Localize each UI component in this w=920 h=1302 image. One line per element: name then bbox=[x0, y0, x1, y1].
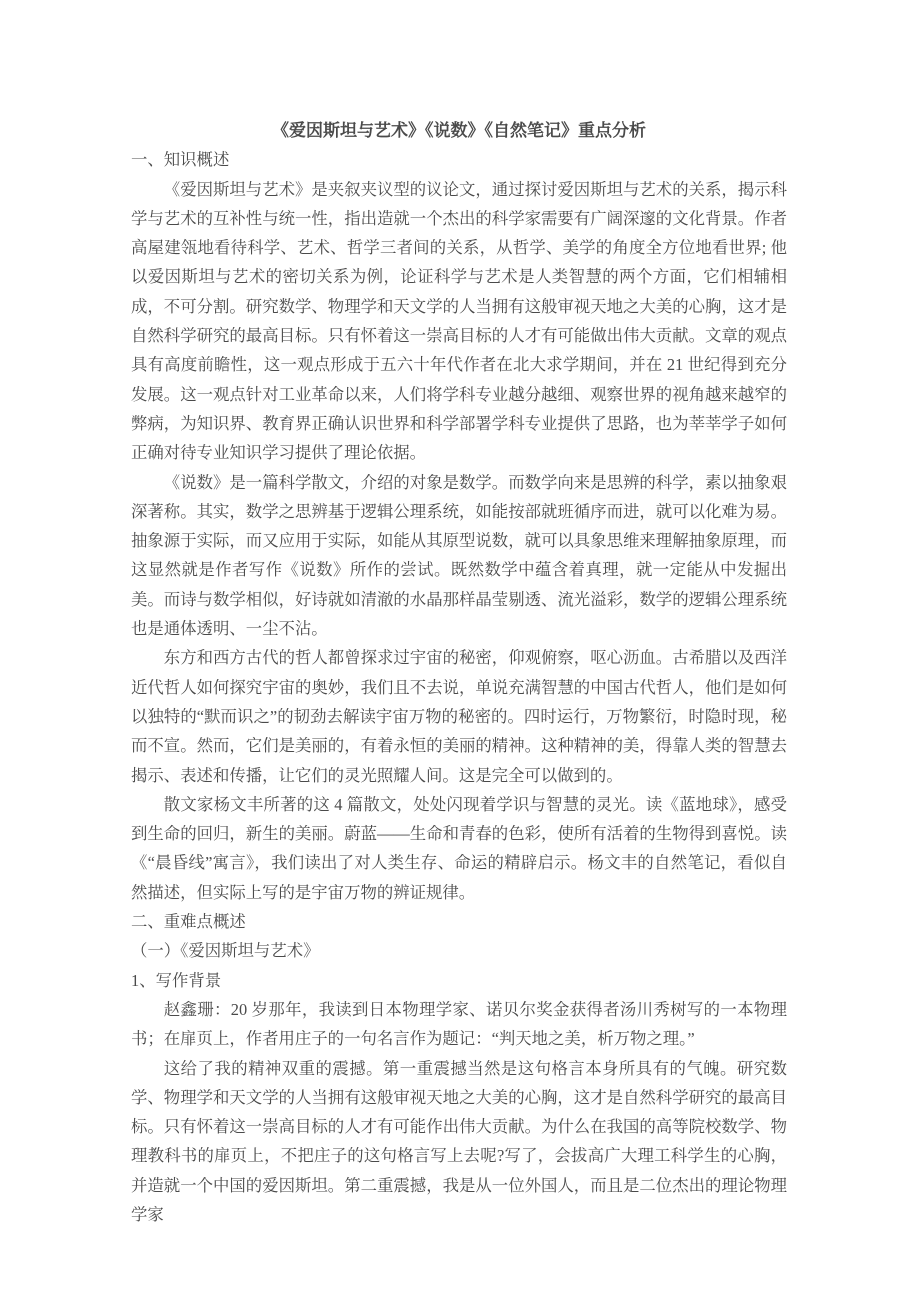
paragraph-einstein-and-art-overview: 《爱因斯坦与艺术》是夹叙夹议型的议论文，通过探讨爱因斯坦与艺术的关系，揭示科学与艺术的互补性与统一性，指出造就一个杰出的科学家需要有广阔深邃的文化背景。作者高屋建瓴地看待科学、艺术、哲学三者间的关系，从哲学、美学的角度全方位地看世界; 他以爱因斯坦与艺术的密切关系为例，论证科学与艺术是人类智慧的两个方面，它们相辅相成，不可分割。研究数学、物理学和天文学的人当拥有这般审视天地之大美的心胸，这才是自然科学研究的最高目标。只有怀着这一崇高目标的人才有可能做出伟大贡献。文章的观点具有高度前瞻性，这一观点形成于五六十年代作者在北大求学期间，并在 21 世纪得到充分发展。这一观点针对工业革命以来，人们将学科专业越分越细、观察世界的视角越来越窄的弊病，为知识界、教育界正确认识世界和科学部署学科专业提供了思路，也为莘莘学子如何正确对待专业知识学习提供了理论依据。 bbox=[131, 179, 787, 463]
subsection-heading-writing-background: 1、写作背景 bbox=[131, 970, 222, 990]
paragraph-shuoshu-overview: 《说数》是一篇科学散文，介绍的对象是数学。而数学向来是思辨的科学，素以抽象艰深著称。其实，数学之思辨基于逻辑公理系统，如能按部就班循序而进，就可以化难为易。抽象源于实际，而又应用于实际，如能从其原型说数，就可以具象思维来理解抽象原理，而这显然就是作者写作《说数》所作的尝试。既然数学中蕴含着真理，就一定能从中发掘出美。而诗与数学相似，好诗就如清澈的水晶那样晶莹剔透、流光溢彩，数学的逻辑公理系统也是通体透明、一尘不沾。 bbox=[131, 472, 787, 639]
paragraph-double-shock: 这给了我的精神双重的震撼。第一重震撼当然是这句格言本身所具有的气魄。研究数学、物理学和天文学的人当拥有这般审视天地之大美的心胸，这才是自然科学研究的最高目标。只有怀着这一崇高目标的人才有可能作出伟大贡献。为什么在我国的高等院校数学、物理教科书的扉页上，不把庄子的这句格言写上去呢?写了，会拔高广大理工科学生的心胸，并造就一个中国的爱因斯坦。第二重震撼，我是从一位外国人，而且是二位杰出的理论物理学家 bbox=[131, 1058, 787, 1224]
paragraph-philosophers-universe: 东方和西方古代的哲人都曾探求过宇宙的秘密，仰观俯察，呕心沥血。古希腊以及西洋近代哲人如何探究宇宙的奥妙，我们且不去说，单说充满智慧的中国古代哲人，他们是如何以独特的“默而识之”的韧劲去解读宇宙万物的秘密的。四时运行，万物繁衍，时隐时现，秘而不宣。然而，它们是美丽的，有着永恒的美丽的精神。这种精神的美，得靠人类的智慧去揭示、表述和传播，让它们的灵光照耀人间。这是完全可以做到的。 bbox=[131, 648, 787, 785]
paragraph-zhaoxinshan-quote: 赵鑫珊：20 岁那年，我读到日本物理学家、诺贝尔奖金获得者汤川秀树写的一本物理书；在扉页上，作者用庄子的一句名言作为题记：“判天地之美，析万物之理。” bbox=[131, 999, 787, 1049]
paragraph-yangwenfeng-essays: 散文家杨文丰所著的这 4 篇散文，处处闪现着学识与智慧的灵光。读《蓝地球》，感受到生命的回归，新生的美丽。蔚蓝——生命和青春的色彩，使所有活着的生物得到喜悦。读《“晨昏线”寓言》，我们读出了对人类生存、命运的精辟启示。杨文丰的自然笔记，看似自然描述，但实际上写的是宇宙万物的辨证规律。 bbox=[131, 794, 787, 902]
subsection-heading-einstein-and-art: （一）《爱因斯坦与艺术》 bbox=[131, 941, 320, 961]
document-title: 《爱因斯坦与艺术》《说数》《自然笔记》重点分析 bbox=[272, 121, 646, 140]
document-content bbox=[131, 116, 787, 1229]
section-heading-key-difficulties: 二、重难点概述 bbox=[131, 912, 246, 932]
section-heading-knowledge-overview: 一、知识概述 bbox=[131, 150, 230, 170]
